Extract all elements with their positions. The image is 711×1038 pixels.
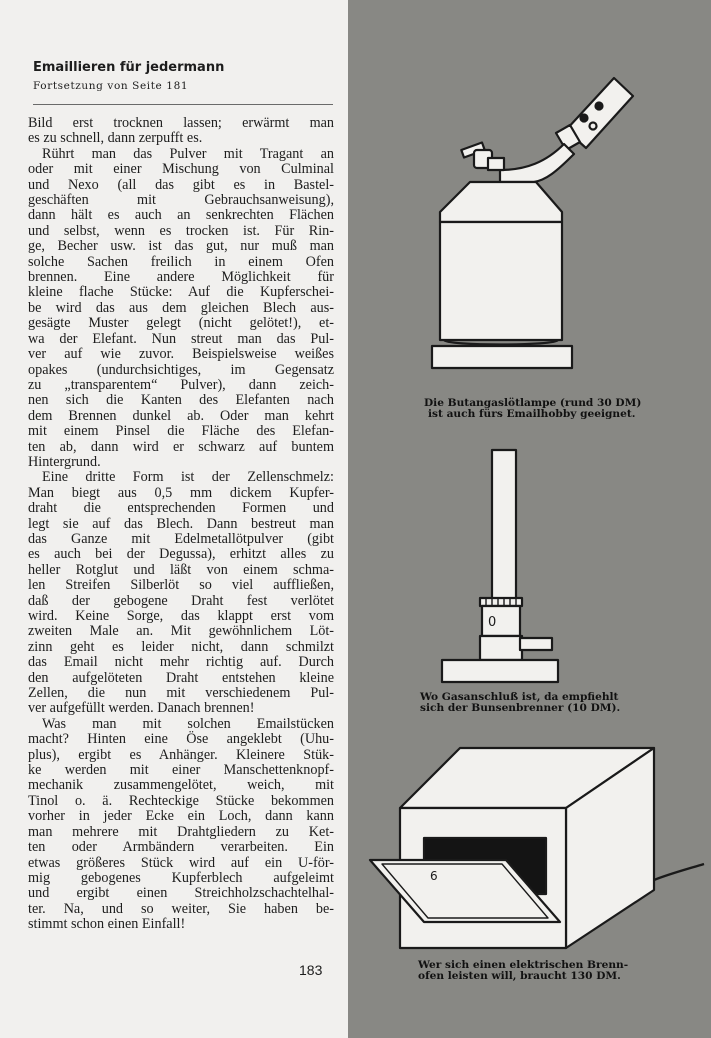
lamp-caption-line: Die Butangaslötlampe (rund 30 DM) (424, 397, 642, 409)
body-line: ke werden mit einer Manschettenknopf- (28, 762, 334, 779)
body-line: dann hält es auch an senkrechten Flächen (28, 207, 334, 224)
body-line: len Streifen Silberlöt so viel auffließen, (28, 577, 334, 594)
body-line: gesägte Muster gelegt (nicht gelötet!), et- (28, 315, 334, 332)
body-line: vorher in jeder Ecke ein Loch, dann kann (28, 808, 334, 825)
body-line: mig gebogenes Kupferblech aufgeleimt (28, 869, 334, 886)
article-body (28, 116, 334, 933)
kiln-caption (418, 960, 628, 982)
body-line: Rührt man das Pulver mit Tragant an (42, 145, 334, 162)
body-line: nen sich die Kanten des Elefanten nach (28, 392, 334, 409)
body-line: ver aufgefüllt werden. Danach brennen! (28, 700, 255, 717)
continuation-note: Fortsetzung von Seite 181 (33, 80, 189, 92)
body-line: wird. Keine Sorge, das klappt erst vom (28, 608, 334, 624)
kiln-caption-line: Wer sich einen elektrischen Brenn- (418, 959, 629, 971)
butane-lamp-illustration (426, 70, 641, 395)
body-line: draht die entsprechenden Formen und (28, 500, 334, 517)
body-line: be wird das aus dem gleichen Blech aus- (28, 299, 334, 316)
text-column (0, 0, 348, 1038)
bunsen-burner-illustration (438, 448, 568, 688)
body-line: und Nexo (all das gibt es in Bastel- (28, 176, 334, 193)
body-line: es auch bei der Degussa), erhitzt alles zu (28, 546, 334, 563)
body-line: zu „transparentem“ Pulver), dann zeich- (28, 376, 334, 393)
body-line: kleine flache Stücke: Auf die Kupferschei- (28, 284, 334, 301)
body-line: das Email nicht mehr richtig auf. Durch (28, 654, 334, 671)
body-line: Man biegt aus 0,5 mm dickem Kupfer- (28, 484, 334, 501)
body-line: Zellen, die nun mit verschiedenem Pul- (28, 685, 334, 702)
body-line: macht? Hinten eine Öse angeklebt (Uhu- (28, 731, 334, 748)
body-line: es zu schnell, dann zerpufft es. (28, 130, 203, 147)
body-line: wa der Elefant. Nun streut man das Pul- (28, 330, 334, 347)
body-line: oder mit einer Mischung von Culminal (28, 161, 334, 178)
body-line: mit einem Pinsel die Fläche des Elefan- (28, 423, 334, 440)
burner-dial-label: 0 (488, 615, 497, 630)
page-number: 183 (299, 962, 323, 978)
body-line: man mehrere mit Drahtgliedern zu Ket- (28, 823, 334, 840)
body-line: daß der gebogene Draht fest verlötet (28, 592, 334, 609)
body-line: und selbst, wenn es trocken ist. Für Rin- (28, 222, 334, 239)
body-line: zweiten Male an. Mit gewöhnlichem Löt- (28, 623, 334, 640)
body-line: Eine dritte Form ist der Zellenschmelz: (42, 469, 334, 486)
body-line: dem Brennen dunkel ab. Oder man kehrt (28, 407, 334, 424)
body-line: ten ab, dann wird er schwarz auf buntem (28, 438, 334, 455)
body-line: mechanik zusammengelötet, weich, mit (28, 777, 334, 794)
body-line: ter. Na, und so weiter, Sie haben be- (28, 900, 334, 917)
body-line: zinn geht es leider nicht, dann schmilzt (28, 638, 334, 655)
lamp-caption (424, 398, 641, 420)
body-line: ge, Becher usw. ist das gut, nur muß man (28, 238, 334, 255)
body-line: ten oder Armbändern verarbeiten. Ein (28, 839, 334, 856)
title-divider (33, 104, 333, 105)
body-line: geschäften mit Gebrauchsanweisung), (28, 192, 334, 209)
body-line: Was man mit solchen Emailstücken (42, 715, 334, 732)
burner-caption (420, 692, 620, 714)
body-line: den aufgelöteten Draht entstehen kleine (28, 669, 334, 686)
lamp-caption-line: ist auch fürs Emailhobby geeignet. (428, 408, 636, 420)
article-title: Emaillieren für jedermann (33, 60, 225, 75)
burner-caption-line: sich der Bunsenbrenner (10 DM). (420, 702, 621, 714)
body-line: brennen. Eine andere Möglichkeit für (28, 269, 334, 286)
body-line: solche Sachen freilich in einem Ofen (28, 253, 334, 270)
body-line: opakes (undurchsichtiges, im Gegensatz (28, 361, 334, 378)
body-line: das Ganze mit Edelmetallötpulver (gibt (28, 530, 334, 547)
kiln-illustration (364, 742, 711, 954)
body-line: stimmt schon einen Einfall! (28, 916, 186, 933)
kiln-dial-label: 6 (430, 869, 438, 883)
body-line: Bild erst trocknen lassen; erwärmt man (28, 115, 334, 131)
body-line: Hintergrund. (28, 453, 101, 470)
illustration-panel (348, 0, 711, 1038)
body-line: legt sie auf das Blech. Dann bestreut man (28, 515, 334, 532)
body-line: ver auf wie zuvor. Beispielsweise weißes (28, 346, 334, 363)
kiln-caption-line: ofen leisten will, braucht 130 DM. (418, 970, 621, 982)
burner-caption-line: Wo Gasanschluß ist, da empfiehlt (420, 691, 619, 703)
body-line: und ergibt einen Streichholzschachtelhal- (28, 885, 334, 902)
body-line: Tinol o. ä. Rechteckige Stücke bekommen (28, 792, 334, 809)
body-line: plus), ergibt es Anhänger. Kleinere Stük- (28, 746, 334, 763)
body-line: heller Rotglut und läßt von einem schma- (28, 561, 334, 578)
body-line: etwas größeres Stück wird auf ein U-för- (28, 854, 334, 871)
